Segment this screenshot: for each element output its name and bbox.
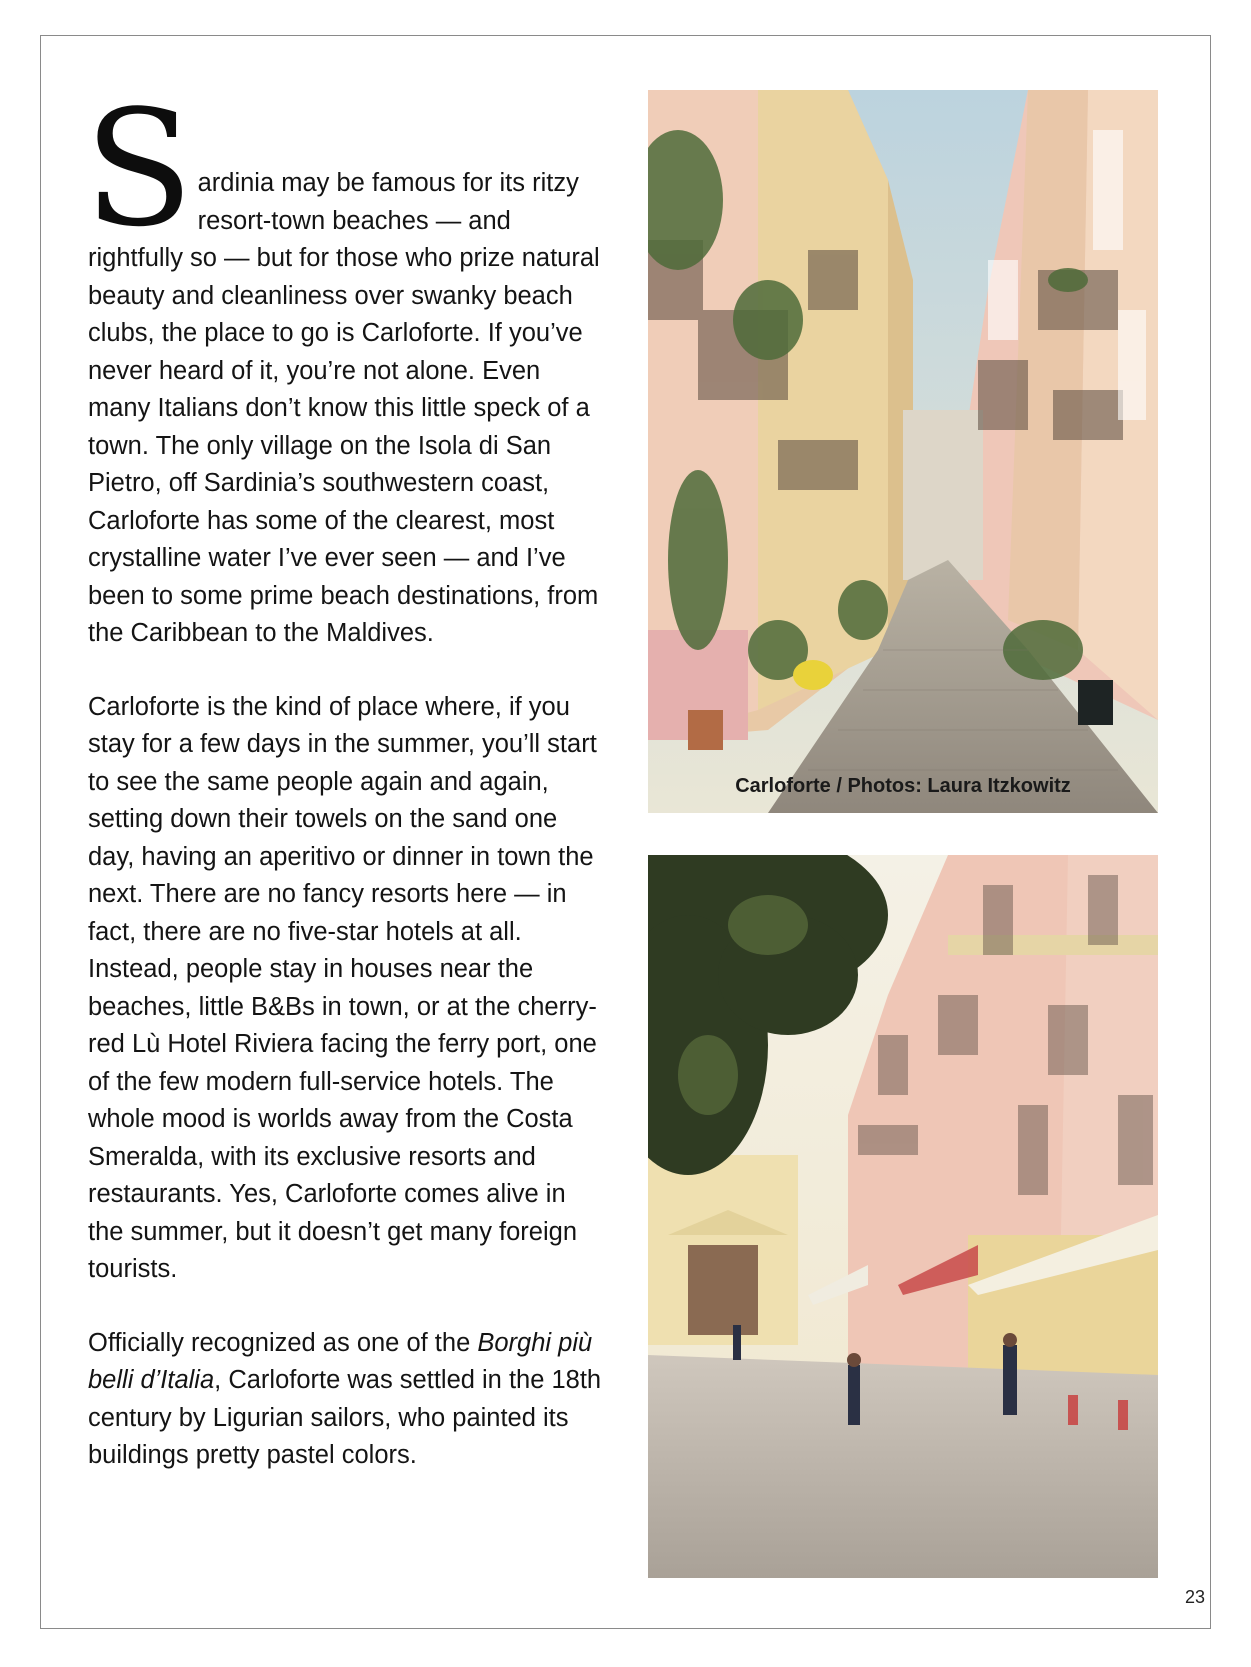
borghi-title: Borghi più belli d’Italia [88, 1328, 593, 1394]
article-body [84, 75, 608, 1511]
photo-narrow-street [648, 90, 1158, 813]
page-number: 23 [1184, 1587, 1205, 1607]
street-illustration [648, 90, 1158, 813]
history-text-start: Officially recognized as one of the [88, 1328, 478, 1357]
paragraph-mood: Carloforte is the kind of place where, if you stay for a few days in the summer, you’ll start to see the same people again and again, setting down their towels on the sand one day, having an aperitivo or dinner in town the next. There are no fancy resorts here — in fact, there are no five-star hotels at all. Instead, people stay in houses near the beaches, little B&Bs in town, or at the cherry-red Lù Hotel Riviera facing the ferry port, one of the few modern full-service hotels. The whole mood is worlds away from the Costa Smeralda, with its exclusive resorts and restaurants. Yes, Carloforte comes alive in the summer, but it doesn’t get many foreign tourists. [88, 692, 597, 1283]
piazza-illustration [648, 855, 1158, 1578]
history-text-end: , Carloforte was settled in the 18th century by Ligurian sailors, who painted its buildings pretty pastel colors. [88, 1366, 602, 1469]
photo-piazza [648, 855, 1158, 1578]
paragraph-history [88, 1325, 608, 1475]
paragraph-intro [84, 75, 608, 653]
photo-caption: Carloforte / Photos: Laura Itzkowitz [735, 775, 1071, 797]
drop-cap: S [84, 75, 192, 262]
paragraph-intro-text: ardinia may be famous for its ritzy resort-town beaches — and rightfully so — but for those who prize natural beauty and cleanliness over swanky beach clubs, the place to go is Carloforte. If you’ve never heard of it, you’re not alone. Even many Italians don’t know this little speck of a town. The only village on the Isola di San Pietro, off Sardinia’s southwestern coast, Carloforte has some of the clearest, most crystalline water I’ve ever seen — and I’ve been to some prime beach destinations, from the Caribbean to the Maldives. [88, 169, 600, 647]
